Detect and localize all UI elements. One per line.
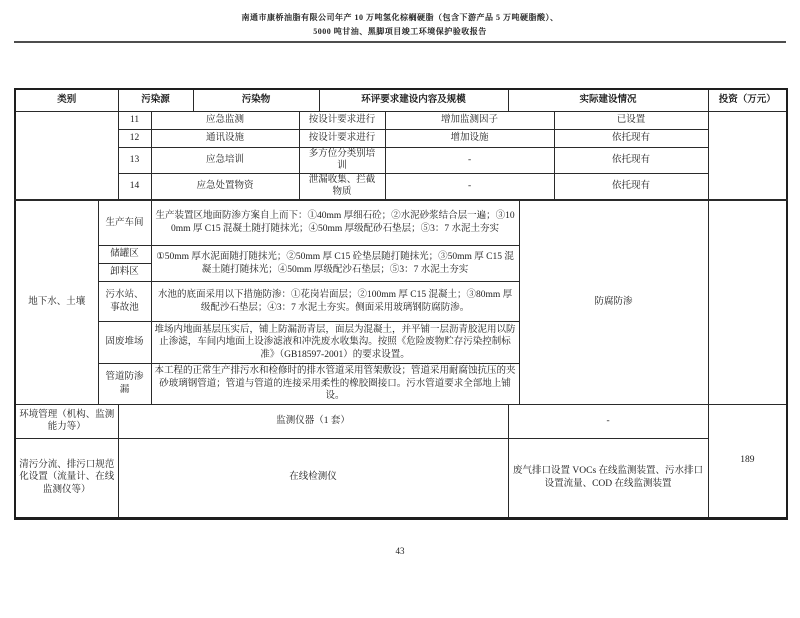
col-header-eia-requirement: 环评要求建设内容及规模 <box>319 89 508 111</box>
row13-requirement: 多方位分类别培训 <box>299 147 385 173</box>
tank-area-seepage-desc: ①50mm 厚水泥面随打随抹光；②50mm 厚 C15 砼垫层随打随抹光；③50mm 厚 C15 混凝土随打随抹光；④50mm 厚级配沙石垫层；⑤3：7 水泥土夯实 <box>151 246 519 282</box>
investment-cell-empty-top <box>708 111 787 200</box>
waste-yard-seepage-desc: 堆场内地面基层压实后，铺上防漏沥青层，面层为混凝土，并平铺一层沥青胶泥用以防止渗滤，车间内地面上设渗滤液和冲洗废水收集沟。按照《危险废物贮存污染控制标准》（GB18597-2001）的要求设置。 <box>151 322 519 364</box>
category-groundwater-soil: 地下水、土壤 <box>15 200 98 405</box>
area-production-workshop: 生产车间 <box>98 200 151 246</box>
investment-value: 189 <box>708 404 787 518</box>
report-header <box>0 11 800 39</box>
outlet-standardization-actual: 废气排口设置 VOCs 在线监测装置、污水排口设置流量、COD 在线监测装置 <box>508 438 708 518</box>
row14-content: - <box>385 173 554 200</box>
table-header-row <box>15 89 787 111</box>
category-cell-empty <box>15 111 118 200</box>
row11-content: 增加监测因子 <box>385 111 554 129</box>
col-header-actual: 实际建设情况 <box>508 89 708 111</box>
groundwater-actual: 防腐防渗 <box>519 200 708 405</box>
row12-no: 12 <box>118 129 151 147</box>
row11-actual: 已设置 <box>554 111 708 129</box>
report-title-line-2: 5000 吨甘油、黑脚项目竣工环境保护验收报告 <box>313 27 487 36</box>
area-sewage-accident-pond: 污水站、事故池 <box>98 282 151 322</box>
row12-requirement: 按设计要求进行 <box>299 129 385 147</box>
table-row-14 <box>15 173 787 200</box>
table-row-11 <box>15 111 787 129</box>
env-management-content: 监测仪器（1 套） <box>118 404 508 438</box>
investment-cell-empty-mid <box>708 200 787 405</box>
acceptance-table <box>14 88 788 520</box>
row12-item: 通讯设施 <box>151 129 299 147</box>
page-number: 43 <box>395 546 405 556</box>
workshop-seepage-desc: 生产装置区地面防渗方案自上而下：①40mm 厚细石砼；②水泥砂浆结合层一遍；③100mm 厚 C15 混凝土随打随抹光；④50mm 厚级配砂石垫层；⑤3：7 水泥土夯实 <box>151 200 519 246</box>
outlet-standardization-label: 清污分流、排污口规范化设置（流量计、在线监测仪等） <box>15 438 118 518</box>
table-row-workshop <box>15 200 787 246</box>
row14-no: 14 <box>118 173 151 200</box>
row11-item: 应急监测 <box>151 111 299 129</box>
table-row-13 <box>15 147 787 173</box>
area-solid-waste-yard: 固废堆场 <box>98 322 151 364</box>
row11-no: 11 <box>118 111 151 129</box>
row13-item: 应急培训 <box>151 147 299 173</box>
row14-requirement: 泄漏收集、拦截物质 <box>299 173 385 200</box>
row14-actual: 依托现有 <box>554 173 708 200</box>
area-pipeline-antileak: 管道防渗漏 <box>98 364 151 405</box>
row14-item: 应急处置物资 <box>151 173 299 200</box>
table-row-outlet-standardization <box>15 438 787 518</box>
row12-actual: 依托现有 <box>554 129 708 147</box>
table-row-env-management <box>15 404 787 438</box>
col-header-investment: 投资（万元） <box>708 89 787 111</box>
env-management-actual: - <box>508 404 708 438</box>
report-title-line-1: 南通市康桥油脂有限公司年产 10 万吨氢化棕榈硬脂（包含下游产品 5 万吨硬脂酸）、 <box>241 13 559 22</box>
col-header-category: 类别 <box>15 89 118 111</box>
row13-no: 13 <box>118 147 151 173</box>
outlet-standardization-content: 在线检测仪 <box>118 438 508 518</box>
col-header-source: 污染源 <box>118 89 193 111</box>
table-row-12 <box>15 129 787 147</box>
pipeline-antileak-desc: 本工程的正常生产排污水和检修时的排水管道采用管架敷设；管道采用耐腐蚀抗压的夹砂玻璃钢管道；管道与管道的连接采用柔性的橡胶圈接口。污水管道要求全部地上铺设。 <box>151 364 519 405</box>
area-tank-farm: 储罐区 <box>98 246 151 264</box>
sewage-pond-seepage-desc: 水池的底面采用以下措施防渗：①花岗岩面层；②100mm 厚 C15 混凝土；③80mm 厚级配沙石垫层；④3：7 水泥土夯实。侧面采用玻璃钢防腐防渗。 <box>151 282 519 322</box>
col-header-pollutant: 污染物 <box>193 89 319 111</box>
row13-content: - <box>385 147 554 173</box>
area-unloading: 卸料区 <box>98 264 151 282</box>
row13-actual: 依托现有 <box>554 147 708 173</box>
header-divider <box>14 41 786 43</box>
row11-requirement: 按设计要求进行 <box>299 111 385 129</box>
row12-content: 增加设施 <box>385 129 554 147</box>
env-management-label: 环境管理（机构、监测能力等） <box>15 404 118 438</box>
